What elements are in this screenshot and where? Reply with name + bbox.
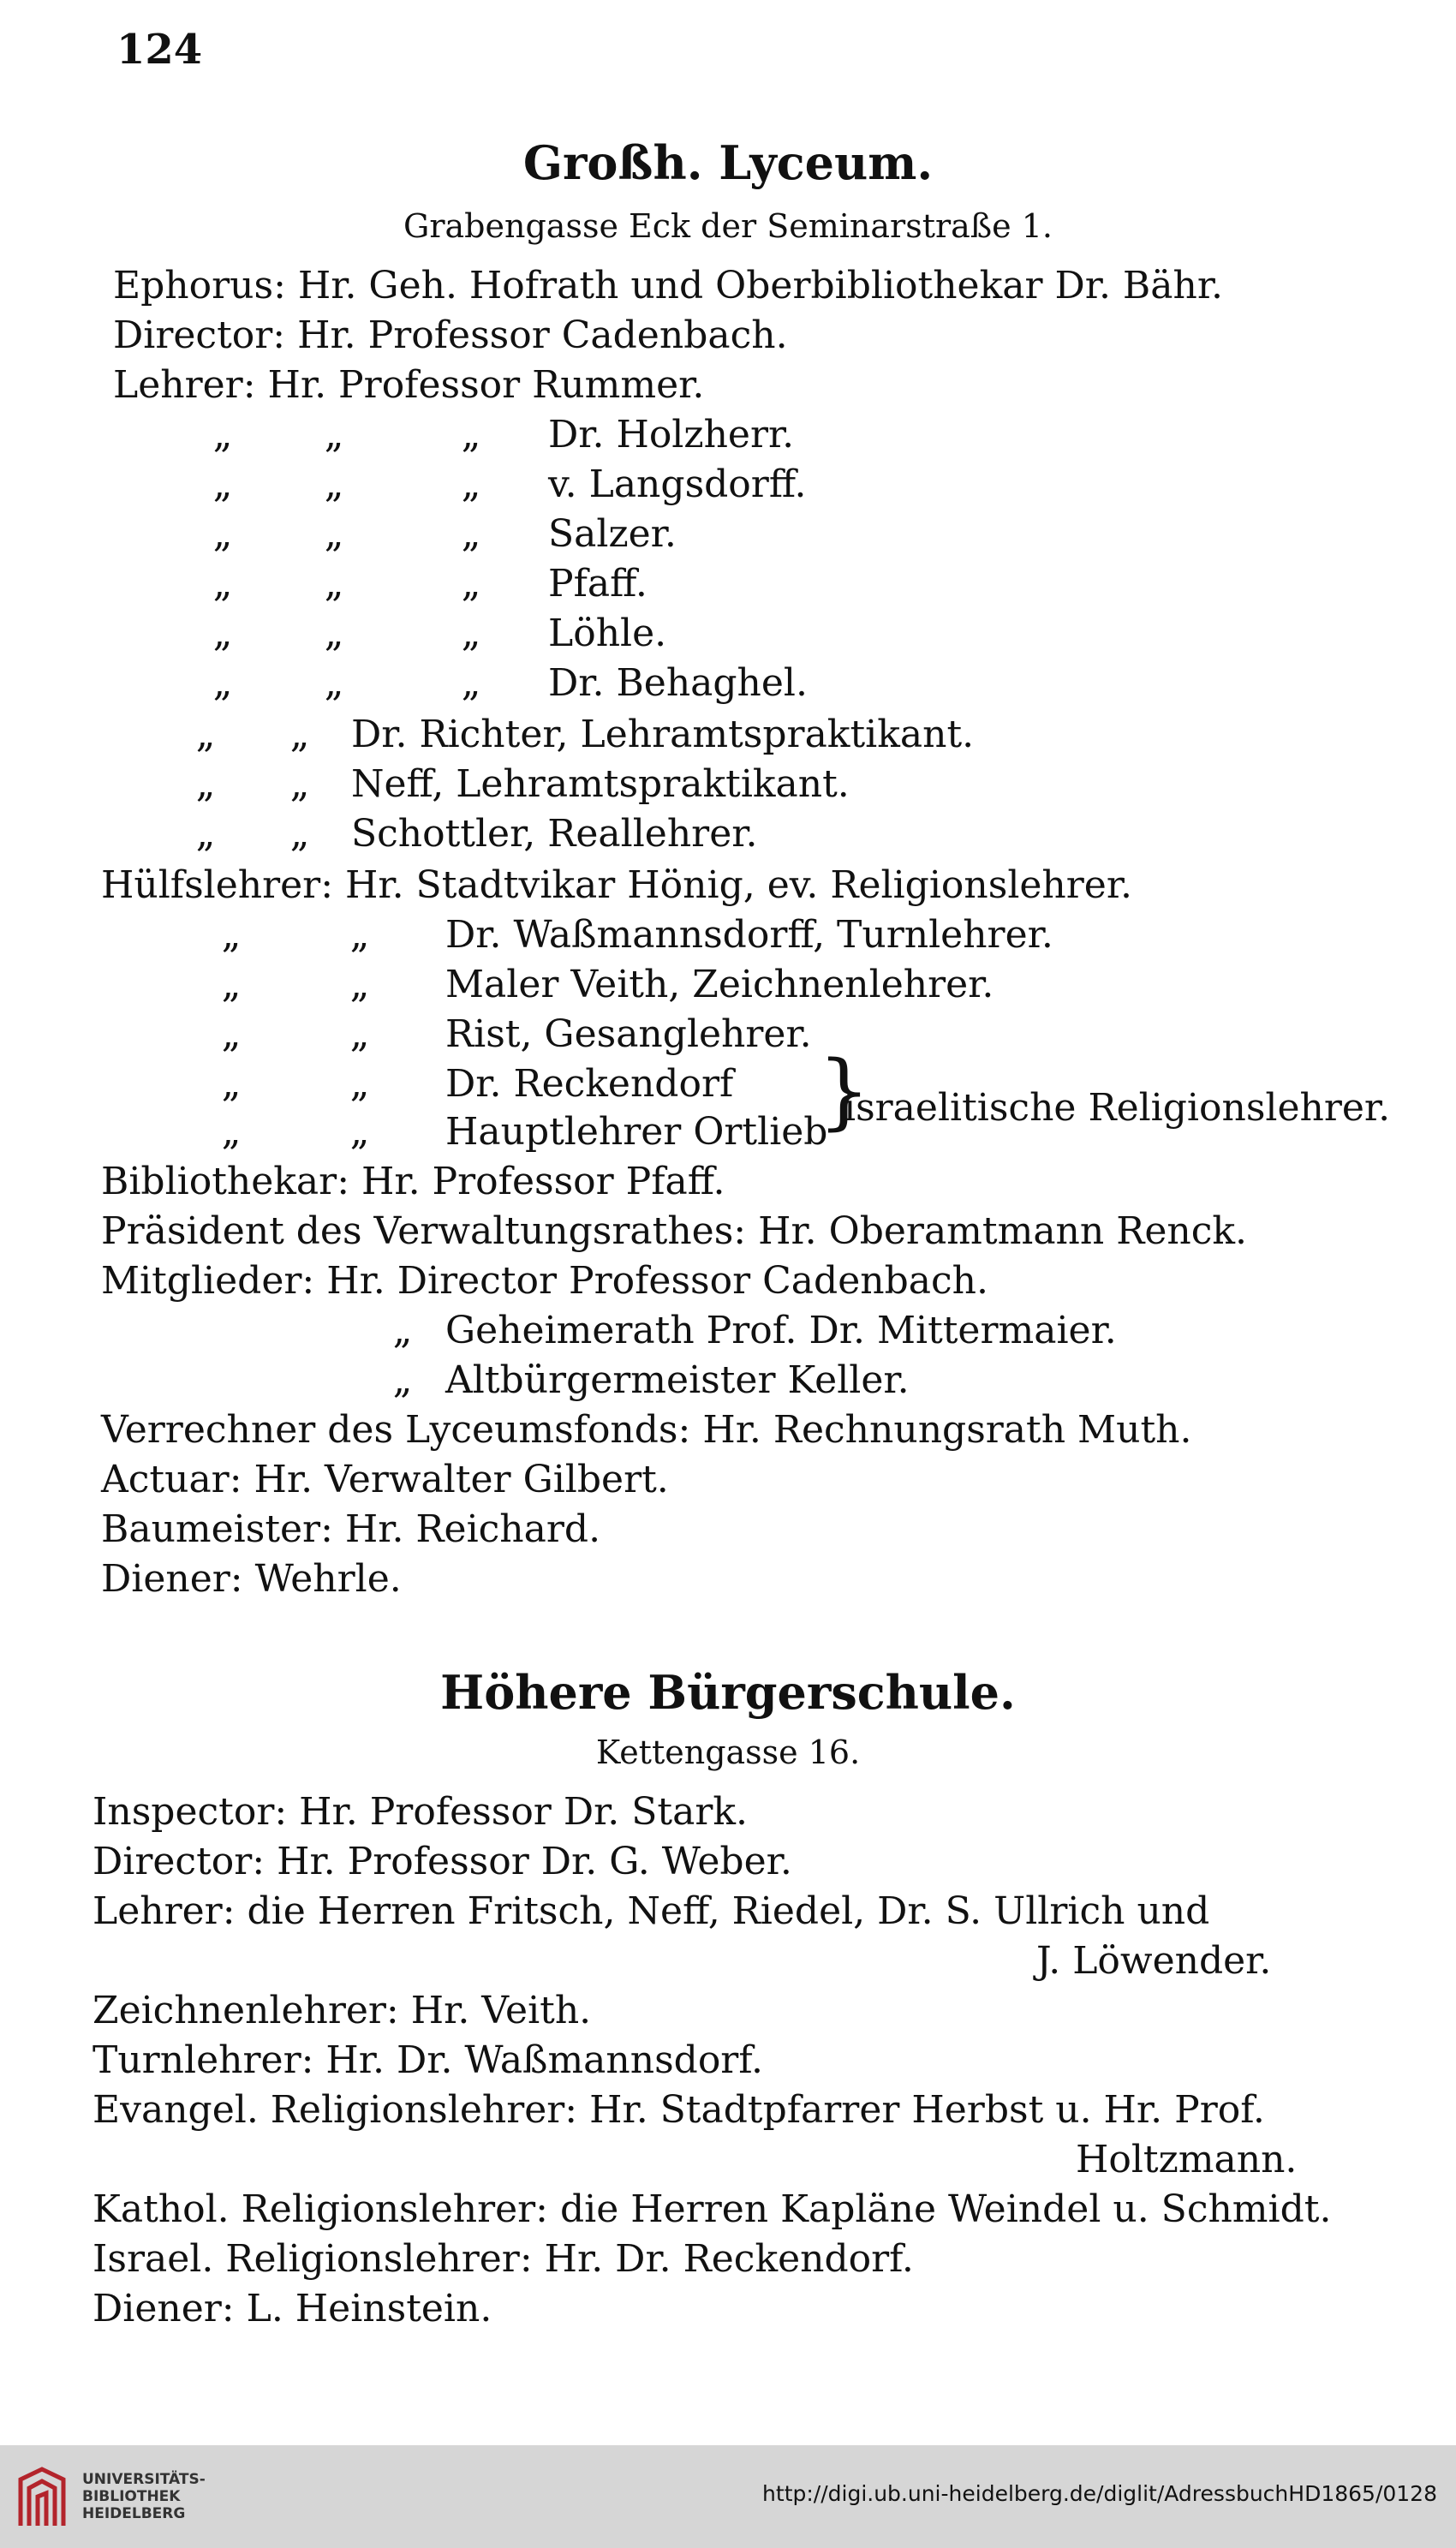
entry-huelfslehrer-ditto-3 bbox=[188, 1012, 812, 1056]
source-url[interactable]: http://digi.ub.uni-heidelberg.de/diglit/AdressbuchHD1865/0128 bbox=[762, 2481, 1437, 2506]
entry-huelfslehrer: Hülfslehrer: Hr. Stadtvikar Hönig, ev. Religionslehrer. bbox=[101, 863, 1133, 907]
ditto-mark: „ bbox=[461, 562, 481, 606]
ditto-mark: „ bbox=[349, 913, 370, 957]
entry-name: Pfaff. bbox=[548, 562, 647, 606]
library-logo-icon bbox=[12, 2462, 72, 2534]
entry-evangel: Evangel. Religionslehrer: Hr. Stadtpfarrer Herbst u. Hr. Prof. bbox=[92, 2088, 1265, 2132]
entry-lehrer-ditto-8 bbox=[163, 762, 850, 806]
section-title-buergerschule: Höhere Bürgerschule. bbox=[440, 1665, 1016, 1720]
entry-lehrer-ditto-3 bbox=[171, 512, 677, 556]
entry-lehrer-2: Lehrer: die Herren Fritsch, Neff, Riedel, Dr. S. Ullrich und bbox=[92, 1889, 1210, 1933]
entry-name: Dr. Waßmannsdorff, Turnlehrer. bbox=[445, 913, 1053, 957]
entry-director: Director: Hr. Professor Cadenbach. bbox=[113, 313, 788, 357]
entry-mitglieder-ditto-2 bbox=[360, 1358, 910, 1402]
page-number: 124 bbox=[116, 26, 203, 74]
entry-lehrer-ditto-2 bbox=[171, 462, 807, 506]
ditto-mark: „ bbox=[212, 661, 233, 705]
entry-name: Dr. Reckendorf bbox=[445, 1062, 734, 1106]
entry-lehrer-ditto-5 bbox=[171, 612, 667, 655]
entry-lehrer-ditto-6 bbox=[171, 661, 808, 705]
entry-ephorus: Ephorus: Hr. Geh. Hofrath und Oberbibliothekar Dr. Bähr. bbox=[113, 264, 1224, 307]
ditto-mark: „ bbox=[221, 913, 242, 957]
ditto-mark: „ bbox=[461, 661, 481, 705]
entry-name: Rist, Gesanglehrer. bbox=[445, 1012, 812, 1056]
entry-huelfslehrer-ditto-1 bbox=[188, 913, 1053, 957]
ditto-mark: „ bbox=[289, 713, 310, 756]
entry-actuar: Actuar: Hr. Verwalter Gilbert. bbox=[101, 1458, 669, 1501]
entry-lehrer-ditto-1 bbox=[171, 413, 795, 456]
entry-lehrer-ditto-9 bbox=[163, 812, 758, 856]
entry-name: Maler Veith, Zeichnenlehrer. bbox=[445, 963, 994, 1006]
brace: } bbox=[818, 1043, 871, 1139]
ditto-mark: „ bbox=[221, 1110, 242, 1154]
entry-name: Neff, Lehramtspraktikant. bbox=[351, 762, 850, 806]
footer-bar bbox=[0, 2445, 1456, 2548]
ditto-mark: „ bbox=[392, 1358, 413, 1402]
entry-mitglieder-ditto-1 bbox=[360, 1309, 1117, 1352]
ditto-mark: „ bbox=[195, 812, 216, 856]
entry-mitglieder: Mitglieder: Hr. Director Professor Cadenbach. bbox=[101, 1259, 988, 1303]
entry-praesident: Präsident des Verwaltungsrathes: Hr. Oberamtmann Renck. bbox=[101, 1209, 1248, 1253]
entry-verrechner: Verrechner des Lyceumsfonds: Hr. Rechnungsrath Muth. bbox=[101, 1408, 1192, 1452]
ditto-mark: „ bbox=[349, 1110, 370, 1154]
ditto-mark: „ bbox=[349, 963, 370, 1006]
entry-lehrer-ditto-7 bbox=[163, 713, 975, 756]
ditto-mark: „ bbox=[221, 1012, 242, 1056]
entry-kathol: Kathol. Religionslehrer: die Herren Kapläne Weindel u. Schmidt. bbox=[92, 2187, 1332, 2231]
ditto-mark: „ bbox=[324, 512, 344, 556]
entry-name: Dr. Behaghel. bbox=[548, 661, 808, 705]
ditto-mark: „ bbox=[349, 1062, 370, 1106]
entry-name: Geheimerath Prof. Dr. Mittermaier. bbox=[445, 1309, 1117, 1352]
entry-director-2: Director: Hr. Professor Dr. G. Weber. bbox=[92, 1840, 792, 1883]
entry-huelfslehrer-ditto-4 bbox=[188, 1062, 734, 1106]
entry-diener-2: Diener: L. Heinstein. bbox=[92, 2287, 492, 2330]
entry-name: Salzer. bbox=[548, 512, 677, 556]
entry-name: Dr. Richter, Lehramtspraktikant. bbox=[351, 713, 975, 756]
entry-lehrer-2-continued: J. Löwender. bbox=[1036, 1939, 1272, 1983]
entry-israel: Israel. Religionslehrer: Hr. Dr. Reckendorf. bbox=[92, 2237, 914, 2281]
ditto-mark: „ bbox=[461, 413, 481, 456]
entry-lehrer: Lehrer: Hr. Professor Rummer. bbox=[113, 363, 705, 407]
section-address-buergerschule: Kettengasse 16. bbox=[595, 1733, 861, 1771]
entry-name: Löhle. bbox=[548, 612, 667, 655]
ditto-mark: „ bbox=[289, 762, 310, 806]
entry-turnlehrer: Turnlehrer: Hr. Dr. Waßmannsdorf. bbox=[92, 2038, 764, 2082]
ditto-mark: „ bbox=[289, 812, 310, 856]
ditto-mark: „ bbox=[324, 562, 344, 606]
entry-diener: Diener: Wehrle. bbox=[101, 1557, 402, 1601]
ditto-mark: „ bbox=[324, 462, 344, 506]
entry-bibliothekar: Bibliothekar: Hr. Professor Pfaff. bbox=[101, 1160, 725, 1203]
entry-huelfslehrer-ditto-2 bbox=[188, 963, 994, 1006]
section-title-lyceum: Großh. Lyceum. bbox=[522, 135, 934, 190]
ditto-mark: „ bbox=[221, 963, 242, 1006]
entry-name: Hauptlehrer Ortlieb bbox=[445, 1110, 828, 1154]
ditto-mark: „ bbox=[212, 512, 233, 556]
ditto-mark: „ bbox=[212, 413, 233, 456]
entry-lehrer-ditto-4 bbox=[171, 562, 647, 606]
ditto-mark: „ bbox=[221, 1062, 242, 1106]
ditto-mark: „ bbox=[461, 612, 481, 655]
entry-name: v. Langsdorff. bbox=[548, 462, 807, 506]
ditto-mark: „ bbox=[195, 762, 216, 806]
library-name: UNIVERSITÄTS- BIBLIOTHEK HEIDELBERG bbox=[82, 2471, 206, 2522]
entry-name: Schottler, Reallehrer. bbox=[351, 812, 758, 856]
ditto-mark: „ bbox=[461, 462, 481, 506]
entry-evangel-continued: Holtzmann. bbox=[1076, 2138, 1298, 2181]
ditto-mark: „ bbox=[392, 1309, 413, 1352]
ditto-mark: „ bbox=[195, 713, 216, 756]
ditto-mark: „ bbox=[212, 562, 233, 606]
entry-zeichnenlehrer: Zeichnenlehrer: Hr. Veith. bbox=[92, 1989, 592, 2032]
ditto-mark: „ bbox=[349, 1012, 370, 1056]
ditto-mark: „ bbox=[324, 612, 344, 655]
section-address-lyceum: Grabengasse Eck der Seminarstraße 1. bbox=[403, 207, 1053, 245]
ditto-mark: „ bbox=[461, 512, 481, 556]
entry-name: Dr. Holzherr. bbox=[548, 413, 795, 456]
ditto-mark: „ bbox=[324, 413, 344, 456]
entry-baumeister: Baumeister: Hr. Reichard. bbox=[101, 1507, 601, 1551]
ditto-mark: „ bbox=[212, 612, 233, 655]
entry-inspector: Inspector: Hr. Professor Dr. Stark. bbox=[92, 1790, 749, 1834]
entry-name: Altbürgermeister Keller. bbox=[445, 1358, 910, 1402]
ditto-mark: „ bbox=[324, 661, 344, 705]
brace-label: israelitische Religionslehrer. bbox=[844, 1086, 1391, 1130]
ditto-mark: „ bbox=[212, 462, 233, 506]
entry-huelfslehrer-ditto-5 bbox=[188, 1110, 828, 1154]
